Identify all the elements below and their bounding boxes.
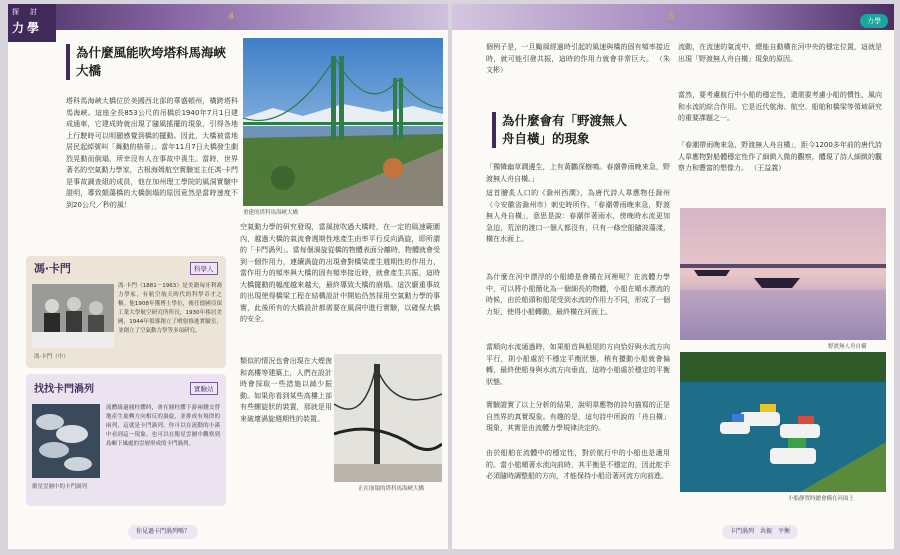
article1-paragraph: 塔科馬海峽大橋位於美國西北部的華盛頓州，橫跨塔科馬海峽。這座全長853公尺的吊橋於1940年7月1日建成通車，它建成時就出現了隨風搖擺的現象，引得各地上行駛時可以明顯感覺到橋的擺動。因此，大橋被當地居民起綽號叫「舞動的格蒂」。當年11月7日大橋發生劇烈晃動而倒塌，所幸沒有人在事故中喪生。當時，世界著名的空氣動力學家，古根海姆航空實驗室主任馮‧卡門是事故調查組的成員，他在加州理工學院的風洞實驗中證明，導致顛蕩橋的大橋倒塌的原因竟然是當時速度不到20公尺／秒的風！ <box>66 97 238 209</box>
article1-title-line1: 為什麼風能吹垮塔科馬海峽 <box>76 45 227 60</box>
article2-title-line1: 為什麼會有「野渡無人 <box>502 113 628 128</box>
boat-photo-caption: 野渡無人舟自橫 <box>828 344 867 350</box>
article2-quote: 「獨憐幽草澗邊生，上有黃鸝深樹鳴。春潮帶雨晚來急，野渡無人舟自橫。」 <box>486 163 670 183</box>
article2-paragraph1: 這首膾炙人口的《滁州西澗》，為唐代詩人韋應物任滁州（今安徽省滁州市）刺史時所作。「春潮帶雨晚來急，野渡無人舟自橫」，意思是說：春潮伴著雨水，傍晚時水流更加急迫，荒涼的渡口一個人都沒有，只有一條空船隨波蕩漾，橫在水面上。 <box>486 189 670 243</box>
article1-heading <box>66 44 236 80</box>
article2-paragraph2: 為什麼在河中漂浮的小船總是會橫在河裡呢？在流體力學中，可以將小船簡化為一個細長的物體，小船在順水漂流的時候，由於船頭和船尾受到水流的作用力不同，形成了一個力矩，使得小船轉動，最終橫在河面上。 <box>486 273 670 316</box>
pedal-boats-photo <box>680 352 886 492</box>
article1-column-text-1: 空氣動力學的研究發現，當風掠吹過大橋時，在一定的風速範圍內，越過大橋的氣流會週期性地產生由率平行反向渦旋，即所謂的「卡門渦列」。當每個渦旋從橋的物體表面分離時，物體就會受到一個作用力，連續渦旋的出現會對橋梁產生週期性的作用力，當作用力的頻率與大橋的固有頻率接近時，就會產生共振，這時大橋擺動的幅度越來越大，最終導致大橋的崩塌。這次嚴重事故的出現使得橋梁工程在結構設計中開始仍然採用空氣動力學的事實，此後所有的大橋設計都需要在風洞中進行實驗，以確保大橋的安全。 <box>240 223 440 323</box>
article2-paragraph5: 由於船舶在流體中的穩定性，對於航行中的小船也是適用的。當小船順著水流向前時，其平衡是不穩定的，因此舵手必須隨時調整船的方向，才能保持小船沿著河流方向前進。 <box>486 449 670 480</box>
old-bridge-photo <box>334 354 442 482</box>
right-column-text-3-body: 「春潮帶雨晚來急，野渡無人舟自橫」，距今1200多年前的唐代詩人韋應物對船體穩定性作了細緻入微的觀察，體現了詩人細緻的觀察力和豐富的想像力。 <box>678 141 882 172</box>
satellite-photo-caption: 衛星雲圖中的卡門渦列 <box>32 484 88 490</box>
section-tag-big: 力學 <box>12 21 43 35</box>
article2-title-line2: 舟自橫」的現象 <box>502 131 590 146</box>
article1-title-line2: 大橋 <box>76 63 102 78</box>
pedal-boats-photo-graphic <box>680 352 886 492</box>
boat-photo-graphic <box>680 208 886 340</box>
right-page <box>452 4 894 549</box>
article2-heading <box>492 112 662 148</box>
karman-photo-caption: 馮‧卡門（中） <box>34 354 69 360</box>
right-column-text-1: 流動，在流速的氣流中，總能自動橫在河中央的穩定位置，這就是出現「野渡無人舟自橫」現象的原因。 <box>678 43 882 63</box>
pedal-boats-caption: 小船靜置時總會橫在河面上 <box>788 496 855 502</box>
experiment-badge: 實驗站 <box>190 382 218 395</box>
sidebar-vortex-text: 流體繞過圓柱體時，會在圓柱體下游兩側交替地產生旋轉方向相反的渦旋，並排成有規律的兩列，這就是卡門渦列。你可以在流動的小溪中看到這一現象，也可以在衛星雲圖中觀察到島嶼下風處的雲層形成的卡門渦列。 <box>106 405 220 447</box>
bridge-photo <box>243 38 443 206</box>
footer-left <box>128 525 198 539</box>
page-number-left: 4 <box>228 12 235 22</box>
boat-photo <box>680 208 886 340</box>
right-column-source: （王益義） <box>750 164 786 172</box>
article2-paragraph4: 實驗證實了以上分析的結果，說明韋應物的詩句描寫的正是自然界的真實現象。有趣的是，這句詩中所說的「舟自橫」現象，其實是由流體力學規律決定的。 <box>486 401 670 432</box>
article1-end-body: 個例子是，一旦颱風經過時引起的風速與橋的固有頻率接近時，就可能引發共振，這時的作用力就會非常巨大。 <box>486 43 670 63</box>
article2-paragraph3: 當順向水流通過時，如果船首與船尾的方向恰好與水流方向平行，則小船處於不穩定平衡狀態，稍有擾動小船就會偏轉，最終使船身與水流方向垂直，這時小船處於穩定的平衡狀態。 <box>486 343 670 386</box>
sidebar-karman-name: 馮‧卡門 <box>34 262 71 275</box>
right-column-text-2: 當然，要考慮航行中小船的穩定性，還需要考慮小船的慣性、風向和水流的綜合作用。它是近代航海、航空、船舶和橋梁等領域研究的重要課題之一。 <box>678 91 882 122</box>
sidebar-karman-text: 馮‧卡門（1881－1963）是美籍匈牙利裔力學家，有航空航天時代的科學奇才之稱。他1908年獲博士學位，後任德國亞琛工業大學航空研究所所長，1930年移居美國，1944年領導創立了噴射推進實驗室，並創立了空氣動力學等多項研究。 <box>118 283 222 334</box>
old-bridge-photo-caption: 正在崩塌的塔科馬海峽大橋 <box>358 486 425 492</box>
karman-photo <box>32 284 114 348</box>
scientist-badge: 科學人 <box>190 262 218 275</box>
footer-left-text: 你見過卡門渦列嗎？ <box>136 528 191 535</box>
article1-column-text-2: 類似的情況也會出現在大煙囪和高樓等建築上，人們在設計時會採取一些措施以減少振動。如果你看到某些高樓上部有些螺旋狀的裝置，那就是用來破壞渦旋週期性的裝置。 <box>240 357 332 423</box>
sidebar-karman <box>26 256 226 368</box>
satellite-photo <box>32 404 100 478</box>
footer-right-text: 卡門渦列 共振 平衡 <box>730 528 791 535</box>
section-tag <box>8 4 56 42</box>
bridge-photo-caption: 重建的塔科馬海峽大橋 <box>243 210 299 216</box>
satellite-photo-graphic <box>32 404 100 478</box>
old-bridge-photo-graphic <box>334 354 442 482</box>
left-page <box>8 4 448 549</box>
bridge-photo-graphic <box>243 38 443 206</box>
section-tab-pill: 力學 <box>860 14 888 28</box>
article1-end-source: （朱文彬） <box>486 54 670 74</box>
section-tag-small: 探 討 <box>12 8 39 16</box>
karman-photo-graphic <box>32 284 114 348</box>
page-number-right: 5 <box>668 12 675 22</box>
footer-right <box>722 525 798 539</box>
sidebar-vortex-title: 找找卡門渦列 <box>34 384 94 395</box>
sidebar-vortex <box>26 374 226 506</box>
article1-end-text <box>486 42 670 84</box>
right-column-text-3 <box>678 140 882 196</box>
